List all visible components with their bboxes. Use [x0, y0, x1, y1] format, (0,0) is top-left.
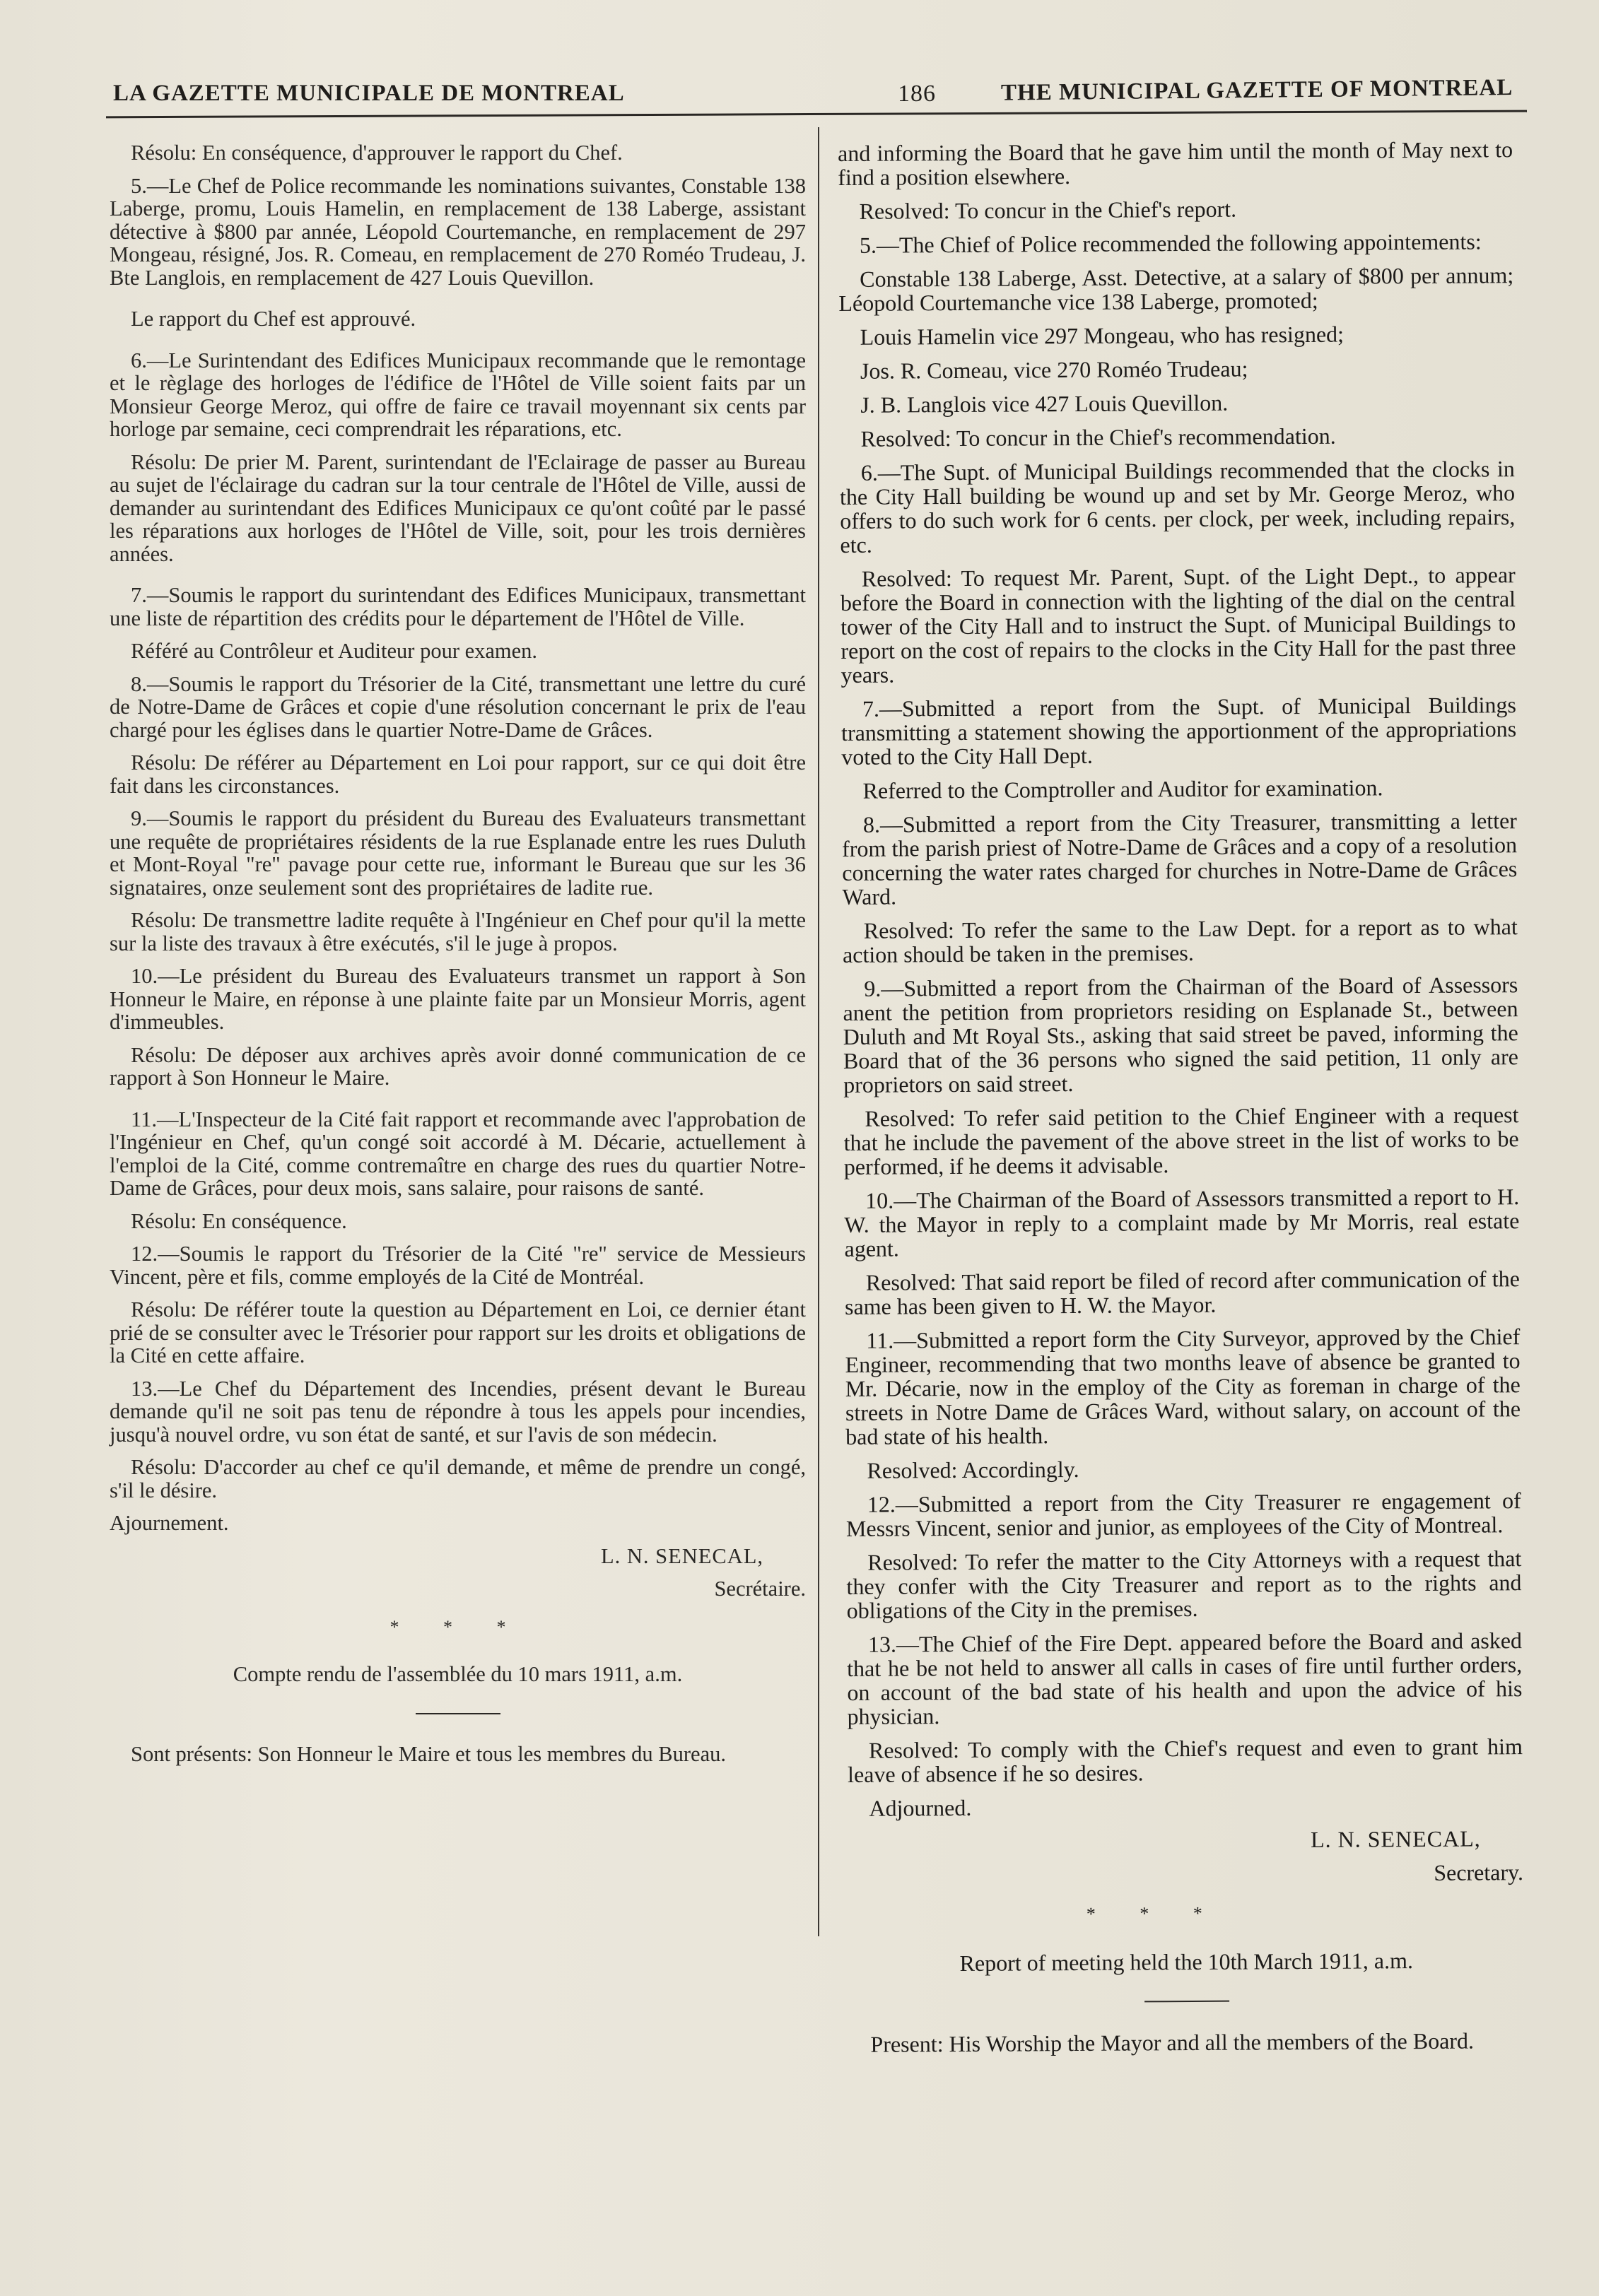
en-paragraph: and informing the Board that he gave him until the month of May next to find a position elsewhere.: [837, 136, 1513, 190]
fr-signature-name: L. N. SENECAL,: [600, 1543, 763, 1568]
fr-paragraph: 9.—Soumis le rapport du président du Bureau des Evaluateurs transmettant une requête de propriétaires résidents de la rue Esplanade entre les rues Duluth et Mont-Royal "re" pavage pour cette rue, informant le Bureau que sur les 36 signataires, onze seulement sont des propriétaires de ladite rue.: [110, 806, 806, 900]
fr-present: Sont présents: Son Honneur le Maire et tous les membres du Bureau.: [131, 1741, 726, 1766]
fr-signature-title: Secrétaire.: [714, 1577, 806, 1601]
en-meeting-title: Report of meeting held the 10th March 1911, a.m.: [959, 1948, 1414, 1976]
en-paragraph: Constable 138 Laberge, Asst. Detective, at a salary of $800 per annum; Léopold Courtemanche vice 138 Laberge, promoted;: [838, 262, 1514, 316]
fr-signature-block: [110, 1512, 806, 1601]
en-paragraph: Resolved: To refer the same to the Law Dept. for a report as to what action should be taken in the premises.: [842, 914, 1518, 967]
header-english-title: THE MUNICIPAL GAZETTE OF MONTREAL: [1000, 75, 1513, 106]
en-paragraph: Resolved: That said report be filed of record after communication of the same has been given to H. W. the Mayor.: [844, 1266, 1520, 1319]
en-paragraph: 12.—Submitted a report from the City Treasurer re engagement of Messrs Vincent, senior and junior, as employees of the City of Montreal.: [845, 1488, 1521, 1541]
running-header: [106, 71, 1513, 113]
en-section-stars: * * *: [1086, 1902, 1222, 1924]
header-french-title: LA GAZETTE MUNICIPALE DE MONTREAL: [113, 81, 625, 106]
fr-paragraph: 8.—Soumis le rapport du Trésorier de la Cité, transmettant une lettre du curé de Notre-Dame de Grâces et copie d'une résolution concernant le prix de l'eau chargé pour les églises dans le quartier Notre-Dame de Grâces.: [110, 671, 806, 742]
en-paragraph: 6.—The Supt. of Municipal Buildings recommended that the clocks in the City Hall building be wound up and set by Mr. George Meroz, who offers to do such work for 6 cents. per clock, per week, including repairs, etc.: [839, 456, 1516, 558]
fr-paragraph: Résolu: En conséquence.: [131, 1208, 347, 1233]
en-signature-name: L. N. SENECAL,: [1310, 1825, 1481, 1852]
fr-paragraph: Résolu: En conséquence, d'approuver le rapport du Chef.: [131, 141, 623, 165]
en-paragraph: 10.—The Chairman of the Board of Assessors transmitted a report to H. W. the Mayor in reply to a complaint made by Mr Morris, real estate agent.: [844, 1184, 1520, 1261]
en-paragraph: Resolved: To concur in the Chief's recommendation.: [860, 423, 1336, 452]
fr-paragraph: Le rapport du Chef est approuvé.: [131, 307, 416, 331]
column-divider: [818, 127, 819, 1936]
fr-paragraph: Résolu: De transmettre ladite requête à l'Ingénieur en Chef pour qu'il la mette sur la liste des travaux à être exécutés, s'il le juge à propos.: [110, 908, 806, 955]
fr-meeting-title: Compte rendu de l'assemblée du 10 mars 1911, a.m.: [233, 1662, 683, 1686]
fr-paragraph: 10.—Le président du Bureau des Evaluateurs transmet un rapport à Son Honneur le Maire, en réponse à une plainte faite par un Monsieur Morris, agent d'immeubles.: [110, 964, 806, 1034]
fr-paragraph: Résolu: De déposer aux archives après avoir donné communication de ce rapport à Son Honneur le Maire.: [110, 1042, 806, 1090]
page-number: 186: [898, 81, 936, 107]
en-paragraph: 11.—Submitted a report form the City Surveyor, approved by the Chief Engineer, recommending that two months leave of absence be granted to Mr. Décarie, now in the employ of the City as foreman in charge of the streets in Notre Dame de Grâces Ward, without salary, on account of the bad state of his health.: [845, 1324, 1521, 1449]
en-paragraph: Resolved: To refer the matter to the City Attorneys with a request that they confer with the City Treasurer and report as to the rights and obligations of the City in the premises.: [846, 1546, 1522, 1623]
fr-paragraph: Résolu: De prier M. Parent, surintendant de l'Eclairage de passer au Bureau au sujet de l'éclairage du cadran sur la tour centrale de l'Hôtel de Ville, aussi de demander au surintendant des Edifices Municipaux ce qu'ont coûté par le passé les réparations aux horloges de l'Hôtel de Ville, soit, pour les trois dernières années.: [110, 449, 806, 566]
fr-paragraph: 11.—L'Inspecteur de la Cité fait rapport et recommande avec l'approbation de l'Ingénieur en Chef, qu'un congé soit accordé à M. Décarie, actuellement à l'emploi de la Cité, comme contremaître en charge des rues du quartier Notre-Dame de Grâces, pour deux mois, sans salaire, pour raisons de santé.: [110, 1107, 806, 1200]
fr-paragraph: 7.—Soumis le rapport du surintendant des Edifices Municipaux, transmettant une liste de répartition des crédits pour le département de l'Hôtel de Ville.: [110, 583, 806, 630]
fr-paragraph: Résolu: De référer au Département en Loi pour rapport, sur ce qui doit être fait dans les circonstances.: [110, 750, 806, 798]
en-signature-block: [848, 1792, 1523, 1888]
fr-paragraph: 13.—Le Chef du Département des Incendies, présent devant le Bureau demande qu'il ne soit pas tenu de répondre à tous les appels pour incendies, jusqu'à nouvel ordre, vu son état de santé, et sur l'avis de son médecin.: [110, 1376, 806, 1447]
english-column: [838, 137, 1525, 2066]
en-paragraph: Resolved: To request Mr. Parent, Supt. of the Light Dept., to appear before the Board in connection with the lighting of the dial on the central tower of the City Hall and to instruct the Supt. of Municipal Buildings to report on the cost of repairs to the clocks in the City Hall for the past three years.: [840, 562, 1516, 688]
en-paragraph: Referred to the Comptroller and Auditor for examination.: [862, 775, 1383, 803]
fr-paragraph: 5.—Le Chef de Police recommande les nominations suivantes, Constable 138 Laberge, promu, Louis Hamelin, en remplacement de 138 Laberge, assistant détective à $800 par année, Léopold Courtemanche, en remplacement de 297 Mongeau, résigné, Jos. R. Comeau, en remplacement de 270 Roméo Trudeau, J. Bte Langlois, en remplacement de 427 Louis Quevillon.: [110, 173, 806, 290]
en-paragraph: Resolved: To comply with the Chief's request and even to grant him leave of absence if he so desires.: [848, 1733, 1523, 1787]
fr-section-stars: * * *: [390, 1616, 526, 1637]
en-paragraph: 5.—The Chief of Police recommended the following appointements:: [859, 228, 1482, 258]
en-paragraph: Louis Hamelin vice 297 Mongeau, who has resigned;: [860, 321, 1345, 350]
en-paragraph: 9.—Submitted a report from the Chairman of the Board of Assessors anent the petition from proprietors residing on Esplanade St., between Duluth and Mt Royal Sts., asking that said street be paved, informing the Board that of the 36 persons who signed the said petition, 11 only are proprietors on said street.: [843, 972, 1519, 1097]
fr-paragraph: Référé au Contrôleur et Auditeur pour examen.: [131, 639, 538, 663]
fr-adjourn: Ajournement.: [110, 1511, 229, 1535]
en-paragraph: Resolved: To refer said petition to the Chief Engineer with a request that he include the pavement of the above street in the list of works to be performed, if he deems it advisable.: [843, 1102, 1519, 1179]
fr-short-rule: [416, 1713, 500, 1714]
en-paragraph: Resolved: To concur in the Chief's report.: [859, 196, 1237, 224]
fr-paragraph: Résolu: D'accorder au chef ce qu'il demande, et même de prendre un congé, s'il le désire.: [110, 1455, 806, 1502]
en-present: Present: His Worship the Mayor and all the members of the Board.: [870, 2027, 1475, 2057]
french-column: [110, 141, 806, 1775]
en-short-rule: [1144, 2001, 1229, 2003]
en-paragraph: 13.—The Chief of the Fire Dept. appeared before the Board and asked that he be not held to answer all calls in cases of fire until further orders, on account of the bad state of his health and upon the advice of his physician.: [847, 1627, 1523, 1729]
fr-paragraph: 12.—Soumis le rapport du Trésorier de la Cité "re" service de Messieurs Vincent, père et fils, comme employés de la Cité de Montréal.: [110, 1242, 806, 1289]
fr-paragraph: Résolu: De référer toute la question au Département en Loi, ce dernier étant prié de se consulter avec le Trésorier pour rapport sur les droits et obligations de la Cité en cette affaire.: [110, 1297, 806, 1367]
en-adjourn: Adjourned.: [869, 1794, 972, 1821]
en-paragraph: 8.—Submitted a report from the City Treasurer, transmitting a letter from the parish priest of Notre-Dame de Grâces and a copy of a resolution concerning the water rates charged for churches in Notre-Dame de Grâces Ward.: [842, 808, 1518, 909]
en-paragraph: Resolved: Accordingly.: [867, 1456, 1079, 1483]
fr-paragraph: 6.—Le Surintendant des Edifices Municipaux recommande que le remontage et le règlage des horloges de l'édifice de l'Hôtel de Ville soient faits par un Monsieur George Meroz, qui offre de faire ce travail moyennant six cents par horloge par semaine, ceci comprendrait les réparations, etc.: [110, 348, 806, 441]
en-signature-title: Secretary.: [1434, 1859, 1524, 1885]
en-paragraph: J. B. Langlois vice 427 Louis Quevillon.: [860, 389, 1229, 418]
en-paragraph: 7.—Submitted a report from the Supt. of Municipal Buildings transmitting a statement showing the apportionment of the appropriations voted to the City Hall Dept.: [841, 692, 1517, 770]
en-paragraph: Jos. R. Comeau, vice 270 Roméo Trudeau;: [860, 355, 1248, 384]
